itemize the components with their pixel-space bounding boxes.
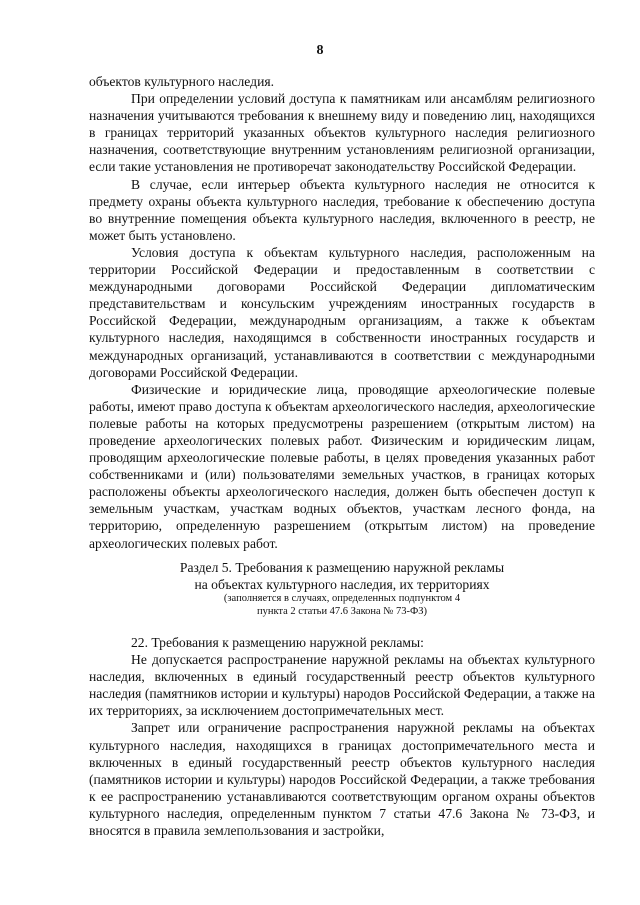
body-text-top [89, 73, 595, 552]
item-22-title: 22. Требования к размещению наружной рекламы: [131, 635, 424, 650]
section-note-line2: пункта 2 статьи 47.6 Закона № 73-ФЗ) [256, 605, 428, 617]
paragraph: Запрет или ограничение распространения наружной рекламы на объектах культурного наследия, находящихся в границах достопримечательного места и включенных в единый государственный реестр объектов культурного наследия (памятников истории и культуры) народов Российской Федерации, а также требования к ее распространению устанавливаются соответствующим органом охраны объектов культурного наследия, определенным пунктом 7 статьи 47.6 Закона № 73-ФЗ, и вносятся в правила землепользования и застройки, [89, 720, 595, 839]
paragraph: объектов культурного наследия. [89, 74, 274, 89]
paragraph: Физические и юридические лица, проводящие археологические полевые работы, имеют право доступа к объектам археологического наследия, археологические полевые работы на которых предусмотрены разрешением (открытым листом) на проведение археологических полевых работ. Физическим и юридическим лицам, проводящим археологические полевые работы, в целях проведения указанных работ собственниками и (или) пользователями земельных участков, в границах которых расположены объекты археологического наследия, должен быть обеспечен доступ к земельным участкам, участкам водных объектов, участкам лесного фонда, на территорию, определенную разрешением (открытым листом) на проведение археологических полевых работ. [89, 381, 595, 551]
body-text-bottom [89, 634, 595, 839]
paragraph: В случае, если интерьер объекта культурного наследия не относится к предмету охраны объекта культурного наследия, требование к обеспечению доступа во внутренние помещения объекта культурного наследия, включенного в реестр, не может быть установлено. [89, 176, 595, 243]
page-number: 8 [316, 43, 324, 58]
section-title-line2: на объектах культурного наследия, их территориях [194, 577, 490, 592]
paragraph: Не допускается распространение наружной рекламы на объектах культурного наследия, включенных в единый государственный реестр объектов культурного наследия (памятников истории и культуры) народов Российской Федерации, а также на их территориях, за исключением достопримечательных мест. [89, 652, 595, 719]
paragraph: Условия доступа к объектам культурного наследия, расположенным на территории Российской Федерации и предоставленным в соответствии с международными договорами Российской Федерации дипломатическим представительствам и консульским учреждениям иностранных государств в Российской Федерации, международным организациям, а также к объектам культурного наследия, находящимся в собственности иностранных государств и международных организаций, устанавливаются в соответствии с международными договорами Российской Федерации. [89, 244, 595, 380]
section-title-line1: Раздел 5. Требования к размещению наружной рекламы [179, 560, 505, 575]
section-heading [89, 559, 595, 618]
paragraph: При определении условий доступа к памятникам или ансамблям религиозного назначения учитываются требования к внешнему виду и поведению лиц, находящихся в границах территорий указанных объектов культурного наследия религиозного назначения, соответствующие внутренним установлениям религиозной организации, если такие установления не противоречат законодательству Российской Федерации. [89, 91, 595, 175]
section-note-line1: (заполняется в случаях, определенных подпунктом 4 [223, 593, 461, 604]
